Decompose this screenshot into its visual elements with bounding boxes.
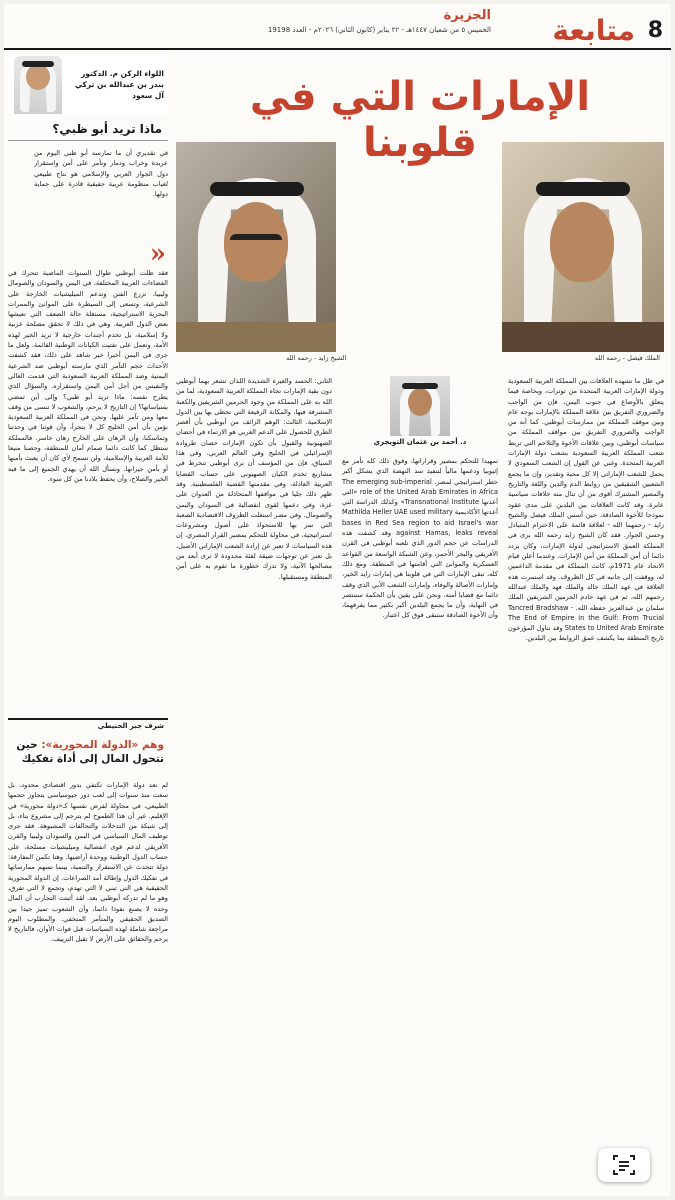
column2-body: لم تعد دولة الإمارات تكتفي بدور اقتصادي محدود، بل سعت منذ سنوات إلى لعب دور جيوسياسي يتجاوز حجمها الطبيعي، في محاولة لفرض نفسها كـ«دولة محورية» في الإقليم. غير أن هذا الطموح لم يترجم إلى مشروع بناء، بل إلى شبكة من التدخلات والتحالفات المشبوهة. فقد جرى توظيف المال السياسي في اليمن والسودان وليبيا والقرن الأفريقي لدعم قوى انفصالية وميليشيات مسلحة، على حساب الدول الوطنية ووحدة أراضيها. وهنا تكمن المفارقة: دولة تتحدث عن الاستقرار والتنمية، بينما تسهم ممارساتها في تفكيك الدول وإطالة أمد الصراعات. إن الدولة المحورية الحقيقية هي التي تبني لا التي تهدم، وتجمع لا التي تفرق، وهو ما لم تدركه أبوظبي بعد. لقد أثبتت التجارب أن المال وحده لا يصنع نفوذا دائما، وأن الشعوب تميز جيدا بين الصديق الحقيقي والمتآمر المتخفي. والمطلوب اليوم مراجعة شاملة لهذه السياسات قبل فوات الأوان، فالتاريخ لا يرحم والحقائق على الأرض لا تقبل التزييف. [8, 781, 168, 944]
opinion-body: فقد ظلت أبوظبي طوال السنوات الماضية تتحرك في الفضاءات العربية المختلفة، في اليمن والسودان والصومال وليبيا، تزرع الفتن وتدعم الميليشيات الخارجة على الشرعية، وتسعى إلى السيطرة على الموانئ والممرات البحرية الاستراتيجية، مستغلة حالة الضعف التي تعيشها بعض الدول العربية. وهي في ذلك لا تحقق مصلحة عربية ولا إسلامية، بل تخدم أجندات خارجية لا تريد الخير لهذه الأمة، وتعمل على تفتيت الكيانات الوطنية القائمة. ولعل ما جرى في اليمن أخيرا خير شاهد على ذلك، فقد كشفت الأحداث حجم التآمر الذي مارسته أبوظبي ضد الشرعية اليمنية وضد المملكة العربية السعودية التي قدمت الغالي والنفيس من أجل أمن اليمن واستقراره. والسؤال الذي يطرح نفسه: ماذا تريد أبو ظبي؟ وإلى أين تمضي بسياساتها؟ إن التاريخ لا يرحم، والشعوب لا تنسى من وقف معها ومن تآمر عليها. ونحن في المملكة العربية السعودية نؤمن بأن أمن الخليج كل لا يتجزأ، وأن قوتنا في وحدتنا وتماسكنا، وأن الرهان على الخارج رهان خاسر. فالمملكة ستظل كما كانت دائما صمام أمان للمنطقة، وحصنا منيعا للأمة العربية والإسلامية، ولن تسمح لأي كان أن يعبث بأمنها أو بأمن جيرانها. ونسأل الله أن يهدي الجميع إلى ما فيه الخير والصلاح، وأن يحفظ بلادنا من كل سوء. [8, 269, 168, 483]
author-name: د. أحمد بن عثمان التويجري [373, 438, 467, 446]
main-article-body [176, 376, 664, 1192]
masthead-logo: الجزيرة [443, 8, 491, 23]
section-title: متابعة [552, 14, 635, 47]
main-title: الإمارات التي في قلوبنا [249, 74, 591, 166]
article-column-right [508, 376, 664, 1192]
column2-author: شرف جبر الحنيطي [97, 722, 164, 730]
caption-left: الشيخ زايد - رحمه الله [286, 354, 347, 362]
article-column-middle [342, 376, 498, 1192]
opinion-text [8, 148, 168, 704]
author-photo [390, 376, 450, 436]
column2-title-black: حين تتحول المال إلى أداة تفكيك [16, 739, 164, 765]
column2-title-red: وهم «الدولة المحورية»: [41, 739, 164, 751]
column2-title [12, 738, 164, 766]
issue-line: الخميس ٥ من شعبان ١٤٤٧هـ - ٢٢ يناير (كانون الثاني) ٢٠٢٦م - العدد 19198 [267, 26, 491, 34]
author-box [342, 376, 498, 450]
photo-sheikh-zayed [176, 142, 336, 352]
article-text: تمهيدا للتحكم بمصير وقراراتها، وفوق ذلك كله تأمر مع إثيوبيا ودعمها مالياً لتنفيذ سد النهضة الذي يشكل أكبر خطر استراتيجي لمصر. The emerging sub-imperial role of the United Arab Emirates in Africa «التي أعدتها Transnational Institute» وكذلك الدراسة التي أعدتها الأكاديمية Mathilda Heller UAE used military bases in Red Sea region to aid Israel's war against Hamas, leaks reveal وقد كشفت هذه الدراسات عن حجم الدور الذي تلعبه أبوظبي في القرن الأفريقي والبحر الأحمر، وعن الشبكة الواسعة من القواعد العسكرية والموانئ التي أقامتها في المنطقة. ومع ذلك كله، تبقى الإمارات التي في قلوبنا هي إمارات زايد الخير، وإمارات الأصالة والوفاء، وإمارات الشعب الأبي الذي وقف دائما مع قضايا أمته. ونحن على يقين بأن الحكمة ستنتصر في النهاية، وأن ما يجمع البلدين أكبر بكثير مما يفرقهما، وأن الأخوة الصادقة ستبقى فوق كل اعتبار. [342, 457, 498, 620]
opinion-lead: في تقديري أن ما تمارسه أبو ظبي اليوم من عربدة وخراب ودمار وتآمر على أمن واستقرار دول الجوار العربي والإسلامي هو نتاج طبيعي لغياب منظومة عربية حقيقية قادرة على حماية دولها. [34, 149, 168, 199]
caption-right: الملك فيصل - رحمه الله [594, 354, 660, 362]
opinion-title: ماذا تريد أبو ظبي؟ [52, 122, 162, 136]
photo-king-faisal [502, 142, 664, 352]
opinion-column [8, 54, 168, 1192]
page-number: 8 [647, 18, 663, 43]
divider [8, 140, 168, 141]
newspaper-page [4, 4, 671, 1196]
opinion-header [8, 54, 168, 114]
page-header [4, 4, 671, 50]
main-title-box [176, 66, 664, 166]
article-column-left [176, 376, 332, 1192]
opinion-author-photo [14, 56, 62, 114]
article-text: الثاني: الحسد والغيرة الشديدة اللذان تشعر بهما أبوظبي دون بقية الإمارات تجاه المملكة العربية السعودية، لما من الله به على المملكة من وجود الحرمين الشريفين والكعبة المشرفة فيها، والمكانة الرفيعة التي تحظى بها بين الدول الإسلامية. الثالث: الوهم الزائف من أبوظبي بأن أقصر الطرق للحصول على الدعم الغربي هو الارتماء في أحضان الصهيونية والقبول بأن تكون الإمارات حصان طروادة الإسرائيلي في الخليج وفي العالم العربي. وفي هذا السياق، فإن من المؤسف أن نرى أبوظبي تنخرط في مشاريع تخدم الكيان الصهيوني على حساب القضايا العربية العادلة، وفي مقدمتها القضية الفلسطينية. وقد ظهر ذلك جليا في مواقفها المتخاذلة من العدوان على غزة، وفي دعمها لقوى انفصالية في السودان واليمن والصومال. وفي مصر استغلت الظروف الاقتصادية الصعبة التي تمر بها للاستحواذ على أصول ومشروعات استراتيجية، في محاولة للتحكم بمصير القرار المصري. إن هذه السياسات لا تعبر عن إرادة الشعب الإماراتي الأصيل، بل تعبر عن توجهات ضيقة لفئة محدودة لا ترى أبعد من مصالحها الآنية، ولا تدرك خطورة ما تقوم به على أمن المنطقة ومستقبلها. [176, 377, 332, 581]
photo-row [176, 142, 664, 364]
opinion-author-title: اللواء الركن م. الدكتور بندر بن عبدالله بن تركي آل سعود [74, 69, 164, 100]
article-text: في ظل ما تشهده العلاقات بين المملكة العربية السعودية ودولة الإمارات العربية المتحدة من توترات، وبخاصة فيما يتعلق بالأوضاع في جنوب اليمن، فإن من الواجب والضروري التفريق بين علاقة المملكة بالإمارات بوجه عام وبين موقف المملكة من ممارسات أبوظبي. كما أنه من الواجب والضروري التفريق بين مواقف المملكة من سياسات أبوظبي، وبين علاقات الأخوة والتلاحم التي تربط شعب المملكة العربية السعودية بشعب دولة الإمارات العربية المتحدة. وغني عن القول إن الشعب السعودي لا يحمل للشعب الإماراتي إلا كل محبة وتقدير، وإن ما يجمع الشعبين الشقيقين من روابط الدم والدين واللغة والتاريخ والمصير المشترك أقوى من أن تنال منه خلافات سياسية عابرة. وقد كانت العلاقات بين البلدين على مدى عقود نموذجا للأخوة الصادقة، حين أسس الملك فيصل والشيخ زايد - رحمهما الله - لعلاقة قائمة على الاحترام المتبادل وحسن الجوار. فقد كان الشيخ زايد رحمه الله يرى في المملكة العمق الاستراتيجي لدولة الإمارات، وكان يردد دائما أن أمن المملكة من أمن الإمارات. وعندما أعلن قيام الاتحاد عام 1971م، كانت المملكة في مقدمة الداعمين له، ووقفت إلى جانبه في كل الظروف. وقد استمرت هذه العلاقة في عهد الملك خالد والملك فهد والملك عبدالله رحمهم الله، ثم في عهد خادم الحرمين الشريفين الملك سلمان بن عبدالعزيز حفظه الله. Tancred Bradshaw - The End of Empire in the Gulf: From Trucial States to United Arab Emirate وقد تناول المؤرخون تاريخ المنطقة بما يكشف عمق الروابط بين البلدين. [508, 377, 664, 643]
scan-text-button[interactable] [598, 1148, 650, 1182]
quote-icon: « [149, 239, 166, 269]
scan-text-icon [612, 1154, 636, 1176]
